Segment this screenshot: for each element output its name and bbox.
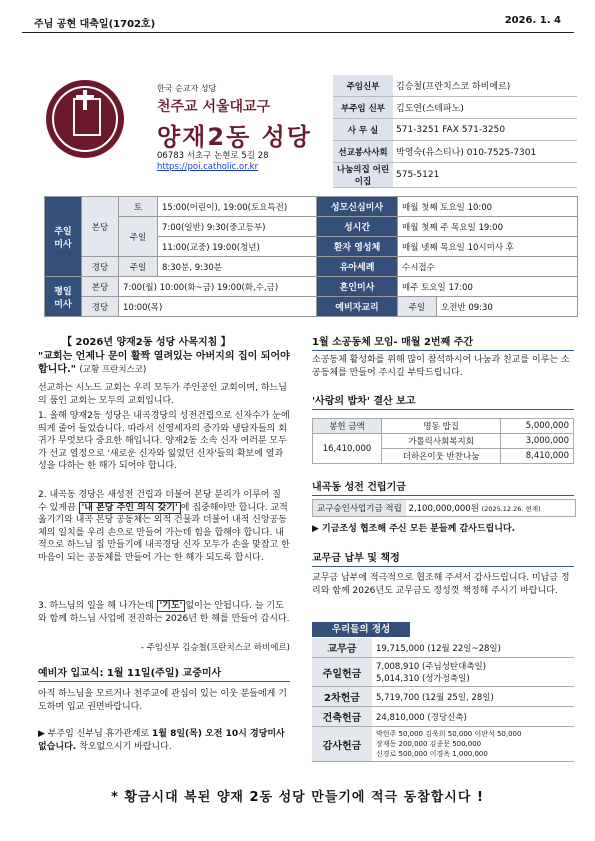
header-divider <box>22 32 574 33</box>
staff-value: 박영숙(유스티나) 010-7525-7301 <box>393 141 577 163</box>
point-3-rest: 없이는 안됩니다. 늘 기도와 함께 하느님 사업에 전진하는 2026년 한 해를 만들어 갑시다. <box>38 601 290 624</box>
catechumen-text: 아직 하느님을 모르거나 천주교에 관심이 있는 이웃 분들에게 기도하며 입교 권면바랍니다. <box>38 689 287 712</box>
offering-value: 5,719,700 (12월 25일, 28일) <box>372 687 574 707</box>
mass-right-label: 성시간 <box>317 217 398 237</box>
quote-source: (교황 프란치스코) <box>79 365 147 375</box>
church-tag: 한국 순교자 성당 <box>157 84 217 93</box>
building-fund-amount: 2,100,000,000원 <box>408 504 479 514</box>
staff-label: 사 무 실 <box>333 119 393 141</box>
issue-date: 2026. 1. 4 <box>504 15 561 26</box>
staff-label: 주임신부 <box>333 75 393 97</box>
offering-value <box>372 727 574 762</box>
cross-bar <box>76 95 94 99</box>
staff-value: 김도연(스테파노) <box>393 97 577 119</box>
mass-right-value: 수시접수 <box>398 257 578 277</box>
offering-key: 건축헌금 <box>312 707 372 727</box>
mass-right-label: 혼인미사 <box>317 277 398 297</box>
offering-line: 신경로 500,000 이경옥 1,000,000 <box>376 750 488 758</box>
pastoral-signature: - 주임신부 김승철(프란치스코 하비에르) <box>140 643 290 653</box>
point-3-start: 3. 하느님의 일을 해 나가는데 <box>38 601 157 611</box>
pastoral-point-1: 1. 올해 양재2동 성당은 내곡경당의 성전건립으로 신자수가 눈에 띄게 줄어 들었습니다. 따라서 신영세자의 증가와 냉담자들의 회귀가 무엇보다 중요한 해입니다. 양재2동 소속 신자 여러분 모두가 선교 열정으로 '새로운 신자와 잃었던 신자'들의 확보에 열과 성을 다하는 한 해가 되어야 합니다. <box>38 411 290 471</box>
notice-end: 착오없으시기 바랍니다. <box>76 741 172 752</box>
quote-text: "교회는 언제나 문이 활짝 열려있는 아버지의 집이 되어야 합니다." <box>38 351 290 375</box>
notice-highlight: 1월 8일(목) 오전 10시 경당미사 없습니다. <box>38 729 285 752</box>
chapel-mass-notice <box>38 728 290 753</box>
issue-number: 주님 공현 대축일(1702호) <box>34 19 156 30</box>
mass-right-label: 유아세례 <box>317 257 398 277</box>
small-community-title: 1월 소공동체 모임- 매월 2번째 주간 <box>312 333 574 351</box>
saturday-times: 15:00(어린이), 19:00(토요특전) <box>158 197 317 217</box>
mass-right-value: 매월 넷째 목요일 10시미사 후 <box>398 237 578 257</box>
offering-line: 박헌주 50,000 김욱희 50,000 이판석 50,000 <box>376 730 522 738</box>
staff-value: 김승철(프란치스코 하비에르) <box>393 75 577 97</box>
parish-name: 양재2동 성당 <box>157 123 312 151</box>
footer-slogan: * 황금시대 복된 양재 2동 성당 만들기에 적극 동참합시다 ! <box>111 790 484 805</box>
small-community-text: 소공동체 활성화를 위해 많이 참석하시어 나눔과 친교를 이루는 소공동체를 만들어 주시길 부탁드립니다. <box>312 355 570 378</box>
dues-text: 교무금 납부에 적극적으로 협조해 주셔서 감사드립니다. 미납금 정리와 함께 2026년도 교무금도 정성껏 책정해 주시기 바랍니다. <box>312 573 570 596</box>
main-church-label: 본당 <box>82 197 119 257</box>
mass-schedule-table <box>44 196 578 317</box>
offering-line: 7,008,910 (주님성탄대축일) <box>376 662 487 672</box>
offering-value: 24,810,000 (경당신축) <box>372 707 574 727</box>
offering-key: 교무금 <box>312 638 372 658</box>
sunday-times-2: 11:00(교중) 19:00(청년) <box>158 237 317 257</box>
chapel-times: 8:30분, 9:30분 <box>158 257 317 277</box>
building-fund-title: 내곡동 성전 건립기금 <box>312 478 574 496</box>
rice-row-name: 더하온이웃 반찬나눔 <box>382 449 501 464</box>
rice-total: 16,410,000 <box>313 434 382 464</box>
offering-line: 장재동 200,000 김종문 500,000 <box>376 740 482 748</box>
offering-line: 5,014,310 (성가정축일) <box>376 674 470 684</box>
point-2-rest: 에 집중해야만 합니다. 교적 옮기기와 내곡 본당 공동체는 외적 건물과 더불어 내적 신앙공동체의 일치를 우리 손으로 만들어 가는데 힘을 합해야 합니다. 내적으로 하느님 집 만들기에 내곡경당 신자 모두가 손을 맞잡고 한마음이 되는 공동체를 만들어 가는 한 해가 되도록 합시다. <box>38 502 290 563</box>
point-2-start: 2. 내곡동 경당은 새성전 건립과 더불어 본당 분리가 이루어 질 수 있게끔 <box>38 490 281 513</box>
offering-amount-label: 봉헌 금액 <box>313 419 382 434</box>
mass-right-value: 매월 첫째 주 목요일 19:00 <box>398 217 578 237</box>
offering-key: 주일헌금 <box>312 658 372 687</box>
building-fund-label: 교구승인사업기금 적립 <box>313 500 406 516</box>
rice-truck-table <box>312 418 574 464</box>
notice-start: ▶ 부주임 신부님 휴가관계로 <box>38 729 152 739</box>
chapel-day: 주일 <box>119 257 158 277</box>
staff-label: 부주임 신부 <box>333 97 393 119</box>
rice-row-amount: 3,000,000 <box>501 434 574 449</box>
offering-value: 19,715,000 (12월 22일~28일) <box>372 638 574 658</box>
rice-truck-title: '사랑의 밥차' 결산 보고 <box>312 392 574 410</box>
church-icon <box>73 98 101 136</box>
staff-value: 571-3251 FAX 571-3250 <box>393 119 577 141</box>
building-fund-date: (2025.12.26. 현재) <box>481 505 541 513</box>
weekday-chapel-times: 10:00(목) <box>119 297 317 317</box>
pastoral-intro: 선교하는 시노드 교회는 우리 모두가 주인공인 교회이며, 하느님의 품인 교회는 모두의 교회입니다. <box>38 383 287 406</box>
weekday-mass-label: 평일 미사 <box>45 277 82 317</box>
chapel-label: 경당 <box>82 257 119 277</box>
point-3-highlight: '기도' <box>157 600 186 612</box>
rice-row-amount: 8,410,000 <box>501 449 574 464</box>
offering-title: 우리들의 정성 <box>312 622 410 637</box>
mass-right-value: 매월 첫째 토요일 10:00 <box>398 197 578 217</box>
pastoral-point-2 <box>38 489 290 564</box>
catechumen-title: 예비자 입교식: 1월 11일(주일) 교중미사 <box>38 664 290 682</box>
rice-head-name: 명동 밥집 <box>382 419 501 434</box>
staff-label: 선교봉사사회 <box>333 141 393 163</box>
weekday-times: 7:00(월) 10:00(화~금) 19:00(화,수,금) <box>119 277 317 297</box>
catechism-day: 주일 <box>398 297 437 317</box>
dues-title: 교무금 납부 및 책정 <box>312 549 574 567</box>
rice-row-name: 가톨릭사회복지회 <box>382 434 501 449</box>
point-2-highlight: '내 본당 주인 의식 갖기' <box>79 502 181 514</box>
diocese-name: 천주교 서울대교구 <box>157 99 271 115</box>
mass-right-label: 성모신심미사 <box>317 197 398 217</box>
pastoral-point-3 <box>38 600 290 625</box>
offering-key: 2차헌금 <box>312 687 372 707</box>
rice-head-amount: 5,000,000 <box>501 419 574 434</box>
main-church-label: 본당 <box>82 277 119 297</box>
sunday-mass-label: 주일 미사 <box>45 197 82 277</box>
offering-value <box>372 658 574 687</box>
staff-label: 나눔의집 어린이집 <box>333 163 393 188</box>
building-fund-thanks: ▶ 기금조성 협조해 주신 모든 분들께 감사드립니다. <box>312 524 516 534</box>
parish-logo <box>46 80 124 158</box>
building-fund-box <box>312 499 576 517</box>
pastoral-quote <box>38 350 290 377</box>
staff-table <box>333 75 577 188</box>
staff-value: 575-5121 <box>393 163 577 188</box>
sunday-label: 주일 <box>119 217 158 257</box>
parish-address: 06783 서초구 논현로 5길 28 <box>157 151 269 161</box>
offering-key: 감사헌금 <box>312 727 372 762</box>
catechism-label: 예비자교리 <box>317 297 398 317</box>
sunday-times-1: 7:00(일반) 9:30(중고등부) <box>158 217 317 237</box>
catechism-time: 오전반 09:30 <box>437 297 578 317</box>
mass-right-label: 환자 영성체 <box>317 237 398 257</box>
parish-website-link[interactable]: https://poi.catholic.or.kr <box>157 162 259 172</box>
offering-table <box>312 638 574 762</box>
chapel-label: 경당 <box>82 297 119 317</box>
saturday-label: 토 <box>119 197 158 217</box>
cross-icon <box>83 90 87 110</box>
pastoral-title: 【 2026년 양재2동 성당 사목지침 】 <box>62 337 231 348</box>
mass-right-value: 매주 토요일 17:00 <box>398 277 578 297</box>
